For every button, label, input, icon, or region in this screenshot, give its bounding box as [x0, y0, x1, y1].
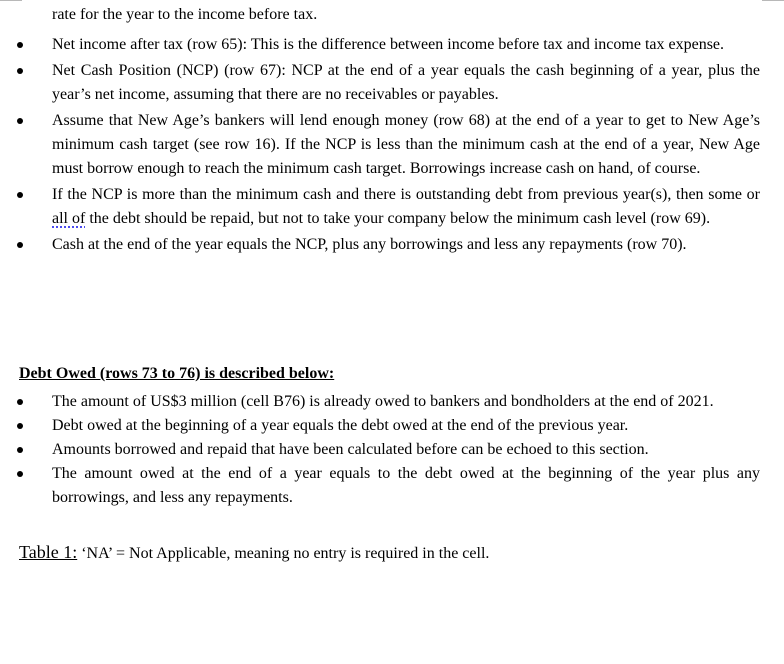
bullet-icon	[17, 42, 23, 48]
list-item-net-income	[0, 33, 760, 57]
list-item-existing-debt	[0, 390, 760, 414]
list-item-borrowing	[0, 109, 760, 181]
page-edge-left	[0, 0, 22, 1]
bullet-icon	[17, 192, 23, 198]
debt-owed-heading: Debt Owed (rows 73 to 76) is described below:	[19, 365, 335, 382]
list-item-text-part: the debt should be repaid, but not to take your company below the minimum cash level (row 69).	[85, 210, 711, 227]
list-item-net-cash-position	[0, 59, 760, 107]
ncp-bullet-list	[0, 33, 784, 259]
table-caption-label: Table 1:	[19, 542, 78, 562]
list-item-text: Cash at the end of the year equals the NCP, plus any borrowings and less any repayments (row 70).	[52, 236, 687, 253]
list-item-text: Debt owed at the beginning of a year equals the debt owed at the end of the previous year.	[52, 417, 629, 434]
debt-bullet-list	[0, 390, 784, 510]
list-item-debt-end	[0, 462, 760, 510]
bullet-icon	[17, 242, 23, 248]
bullet-icon	[17, 423, 23, 429]
bullet-icon	[17, 399, 23, 405]
list-item-repayment	[0, 183, 760, 231]
bullet-icon	[17, 68, 23, 74]
bullet-icon	[17, 471, 23, 477]
list-item-text: The amount of US$3 million (cell B76) is already owed to bankers and bondholders at the end of 2021.	[52, 393, 714, 410]
bullet-icon	[17, 118, 23, 124]
table-caption-text: ‘NA’ = Not Applicable, meaning no entry is required in the cell.	[77, 545, 490, 562]
list-item-debt-beginning	[0, 414, 760, 438]
paragraph-continuation: rate for the year to the income before tax.	[52, 6, 318, 23]
list-item-cash-end-of-year	[0, 233, 760, 257]
list-item-text: Assume that New Age’s bankers will lend enough money (row 68) at the end of a year to get to New Age’s minimum cash target (see row 16). If the NCP is less than the minimum cash at the end of a year, New Age must borrow enough to reach the minimum cash target. Borrowings increase cash on hand, of course.	[52, 112, 760, 177]
table-caption	[19, 540, 489, 566]
list-item-text: Amounts borrowed and repaid that have been calculated before can be echoed to this section.	[52, 441, 649, 458]
list-item-echoed-amounts	[0, 438, 760, 462]
page-edge-right	[762, 0, 784, 1]
list-item-text-part: If the NCP is more than the minimum cash and there is outstanding debt from previous year(s), then some or	[52, 186, 760, 203]
list-item-text: Net income after tax (row 65): This is the difference between income before tax and income tax expense.	[52, 36, 725, 53]
list-item-text: Net Cash Position (NCP) (row 67): NCP at the end of a year equals the cash beginning of a year, plus the year’s net income, assuming that there are no receivables or payables.	[52, 62, 760, 103]
bullet-icon	[17, 447, 23, 453]
grammar-flag[interactable]: all of	[52, 210, 86, 227]
list-item-text: The amount owed at the end of a year equals to the debt owed at the beginning of the year plus any borrowings, and less any repayments.	[52, 465, 760, 506]
